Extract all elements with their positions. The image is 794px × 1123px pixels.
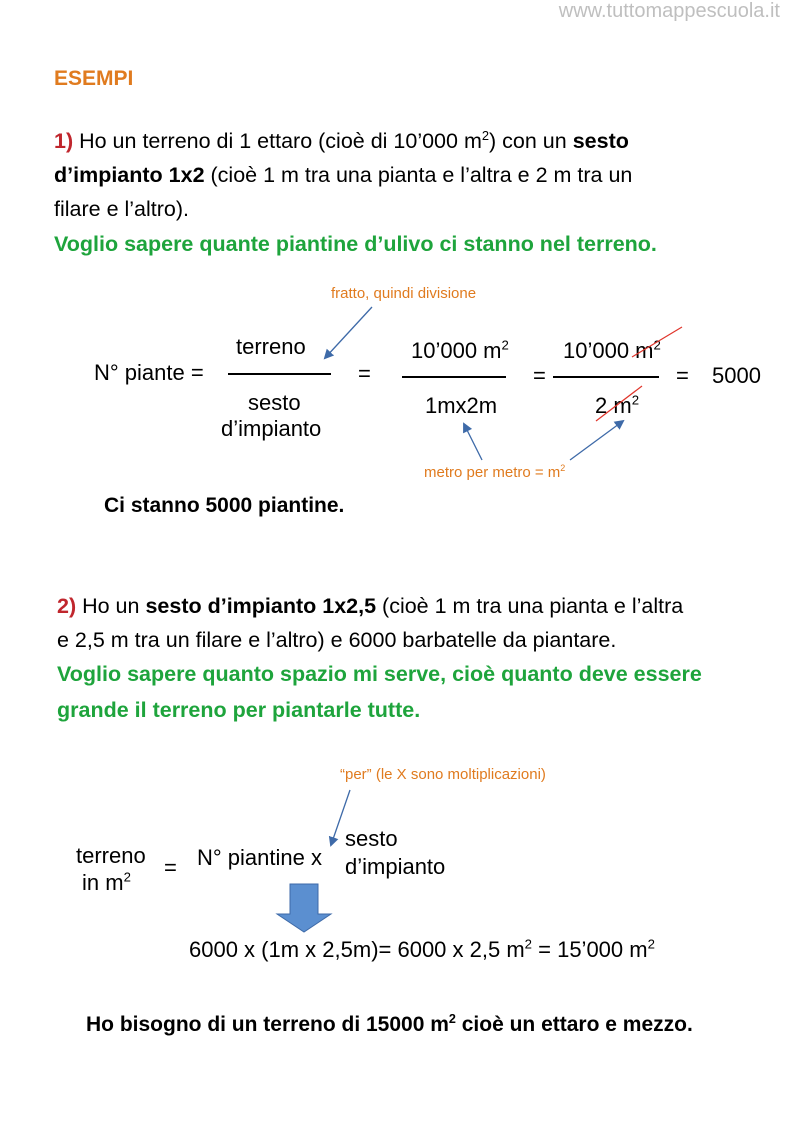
- formula1-sup: 2: [501, 337, 509, 353]
- formula2-rhs-a: sesto: [345, 826, 398, 851]
- formula1-denominator-1a: sesto: [248, 390, 301, 415]
- example1-text: ) con un: [489, 129, 573, 153]
- down-arrow-icon: [277, 884, 331, 932]
- note-per: “per” (le X sono moltiplicazioni): [340, 766, 546, 783]
- arrow-metre-left: [464, 424, 482, 460]
- example1-text: filare e l’altro).: [54, 197, 190, 221]
- calc-part: = 15’000 m: [532, 937, 648, 962]
- section-heading: ESEMPI: [54, 67, 134, 90]
- formula2-equals: =: [164, 855, 177, 880]
- formula1-equals: =: [358, 361, 371, 386]
- formula1-lhs: N° piante =: [94, 360, 204, 385]
- example1-sup: 2: [481, 127, 490, 143]
- arrow-fraction: [325, 307, 372, 358]
- example2-text: e 2,5 m tra un filare e l’altro) e 6000 barbatelle da piantare.: [57, 628, 617, 652]
- formula1-result: 5000: [712, 363, 761, 388]
- formula2-mid: N° piantine x: [197, 845, 322, 870]
- example2-bold: sesto d’impianto 1x2,5: [145, 594, 377, 618]
- formula2-lhs-b-text: in m: [82, 870, 124, 895]
- calc-part: 6000 x (1m x 2,5m)= 6000 x 2,5 m: [189, 937, 525, 962]
- example1-answer: Ci stanno 5000 piantine.: [104, 494, 345, 517]
- strike-numerator: [632, 327, 682, 357]
- formula1-denominator-3-text: 2 m: [595, 393, 632, 418]
- example2-answer-sup: 2: [448, 1012, 456, 1026]
- example1-bold: d’impianto 1x2: [54, 163, 205, 187]
- formula1-numerator-2-text: 10’000 m: [411, 338, 502, 363]
- note-metre-text: metro per metro = m: [424, 464, 561, 481]
- example2-question: grande il terreno per piantarle tutte.: [57, 698, 421, 722]
- example1-question: Voglio sapere quante piantine d’ulivo ci stanno nel terreno.: [54, 232, 657, 256]
- formula2-lhs-a: terreno: [76, 843, 146, 868]
- calc-sup: 2: [647, 936, 655, 952]
- note-fraction: fratto, quindi divisione: [331, 285, 477, 302]
- example1-text: (cioè 1 m tra una pianta e l’altra e 2 m tra un: [204, 163, 633, 187]
- formula1-denominator-2: 1mx2m: [425, 393, 498, 418]
- example2-number: 2): [57, 594, 77, 618]
- note-metre-sup: 2: [560, 463, 566, 473]
- formula1-numerator-1: terreno: [236, 334, 306, 359]
- formula2-rhs-b: d’impianto: [345, 854, 446, 879]
- formula1-numerator-3-text: 10’000 m: [563, 338, 654, 363]
- example2-answer-text: Ho bisogno di un terreno di 15000 m: [86, 1013, 449, 1036]
- formula1-equals: =: [533, 363, 546, 388]
- example2-question: Voglio sapere quanto spazio mi serve, cioè quanto deve essere: [57, 662, 702, 686]
- arrow-per: [331, 790, 350, 845]
- formula1-equals: =: [676, 363, 689, 388]
- example2-answer-text: cioè un ettaro e mezzo.: [455, 1013, 693, 1036]
- formula1-denominator-1b: d’impianto: [221, 416, 322, 441]
- watermark: www.tuttomappescuola.it: [558, 0, 780, 22]
- formula2-sup: 2: [123, 869, 131, 885]
- example1-number: 1): [54, 129, 74, 153]
- example2-text: Ho un: [76, 594, 146, 618]
- formula1-sup: 2: [631, 392, 640, 408]
- strike-denominator: [596, 386, 642, 421]
- calc-sup: 2: [524, 936, 533, 952]
- formula1-sup: 2: [653, 337, 661, 353]
- arrow-metre-right: [570, 421, 623, 460]
- example2-text: (cioè 1 m tra una pianta e l’altra: [376, 594, 684, 618]
- example1-bold: sesto: [572, 129, 629, 153]
- example1-text: Ho un terreno di 1 ettaro (cioè di 10’000 m: [73, 129, 482, 153]
